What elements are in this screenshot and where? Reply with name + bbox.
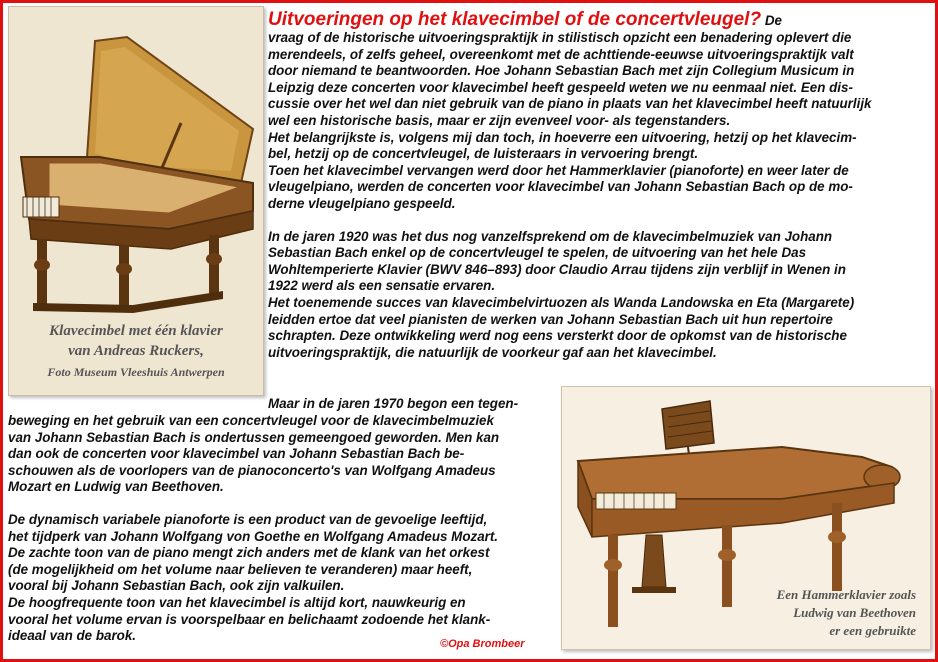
text-line: vleugelpiano, werden de concerten voor klavecimbel van Johann Sebastian Bach op de mo- (268, 179, 853, 195)
text-line: schouwen als de voorlopers van de pianoconcerto's van Wolfgang Amadeus (8, 462, 496, 478)
page-title: Uitvoeringen op het klavecimbel of de concertvleugel? (268, 9, 762, 30)
text-block-left (268, 396, 558, 413)
text-line: Sebastian Bach enkel op de concertvleugel te spelen, de uitvoering van het hele Das (268, 245, 807, 261)
text-line: door niemand te beantwoorden. Hoe Johann Sebastian Bach met zijn Collegium Musicum in (268, 63, 855, 79)
title-line (268, 10, 932, 31)
text-line: De dynamisch variabele pianoforte is een product van de gevoelige leeftijd, (8, 511, 488, 527)
title-tail: De (764, 13, 782, 28)
harpsichord-caption-line2: van Andreas Ruckers, (68, 343, 204, 359)
fortepiano-caption-line2: Ludwig van Beethoven (793, 605, 916, 620)
text-line: ideaal van de barok. (8, 628, 137, 644)
text-line: De zachte toon van de piano mengt zich anders met de klank van het orkest (8, 545, 490, 561)
fortepiano-caption-line1: Een Hammerklavier zoals (776, 587, 916, 602)
text-line: het tijdperk van Johann Wolfgang von Goethe en Wolfgang Amadeus Mozart. (8, 528, 499, 544)
text-line: Het belangrijkste is, volgens mij dan toch, in hoeverre een uitvoering, hetzij op het klavecim- (268, 129, 857, 145)
text-line: De hoogfrequente toon van het klavecimbel is altijd kort, nauwkeurig en (8, 594, 466, 610)
text-line: vooral het volume ervan is voorspelbaar en belichaamt zodoende het klank- (8, 611, 491, 627)
text-line: van Johann Sebastian Bach is ondertussen gemeengoed geworden. Men kan (8, 429, 500, 445)
fortepiano-caption-line3: er een gebruikte (829, 623, 916, 638)
text-line: vooral bij Johann Sebastian Bach, ook zijn valkuilen. (8, 578, 345, 594)
text-line: bel, hetzij op de concertvleugel, de luisteraars in vervoering brengt. (268, 146, 699, 162)
copyright-label: ©Opa Brombeer (440, 638, 525, 650)
paragraph-gap (8, 496, 558, 512)
text-line: 1922 werd als een sensatie ervaren. (268, 278, 496, 294)
text-block-top (268, 30, 932, 361)
text-line: (de mogelijkheid om het volume naar believen te veranderen) maar heeft, (8, 561, 473, 577)
text-line: leidden ertoe dat veel pianisten de werken van Johann Sebastian Bach uit hun repertoire (268, 311, 833, 327)
text-line: dan ook de concerten voor klavecimbel van Johann Sebastian Bach be- (8, 446, 465, 462)
text-line: schrapten. Deze ontwikkeling werd nog eens versterkt door de opkomst van de historische (268, 328, 847, 344)
harpsichord-caption-line3: Foto Museum Vleeshuis Antwerpen (47, 365, 225, 379)
text-line: Mozart en Ludwig van Beethoven. (8, 479, 224, 495)
text-line: uitvoeringspraktijk, die natuurlijk de voorkeur gaf aan het klavecimbel. (268, 344, 717, 360)
harpsichord-photo (8, 6, 264, 396)
text-line: Maar in de jaren 1970 begon een tegen- (268, 396, 519, 411)
text-line: vraag of de historische uitvoeringspraktijk in stilistisch opzicht een benadering oplevert die (268, 30, 852, 45)
text-line: beweging en het gebruik van een concertvleugel voor de klavecimbelmuziek (8, 413, 494, 428)
harpsichord-caption-line1: Klavecimbel met één klavier (49, 323, 223, 339)
text-line: In de jaren 1920 was het dus nog vanzelfsprekend om de klavecimbelmuziek van Johann (268, 228, 833, 244)
paragraph-gap (268, 213, 932, 229)
text-line: merendeels, of zelfs geheel, overeenkomt met de achttiende-eeuwse uitvoeringspraktijk valt (268, 46, 854, 62)
fortepiano-photo (561, 386, 931, 650)
text-line: Toen het klavecimbel vervangen werd door het Hammerklavier (pianoforte) en weer later de (268, 162, 849, 178)
text-line: Het toenemende succes van klavecimbelvirtuozen als Wanda Landowska en Eta (Margarete) (268, 294, 855, 310)
text-line: derne vleugelpiano gespeeld. (268, 195, 456, 211)
text-line: Leipzig deze concerten voor klavecimbel heeft gespeeld weten we nu eenmaal niet. Een dis- (268, 79, 853, 95)
text-line: wel een historische basis, maar er zijn evenveel voor- als tegenstanders. (268, 112, 731, 128)
text-line: Wohltemperierte Klavier (BWV 846–893) door Claudio Arrau tijdens zijn verblijf in Wenen in (268, 261, 846, 277)
text-line: cussie over het wel dan niet gebruik van de piano in plaats van het klavecimbel heeft natuurlijk (268, 96, 872, 112)
text-block-bottom (8, 413, 558, 645)
